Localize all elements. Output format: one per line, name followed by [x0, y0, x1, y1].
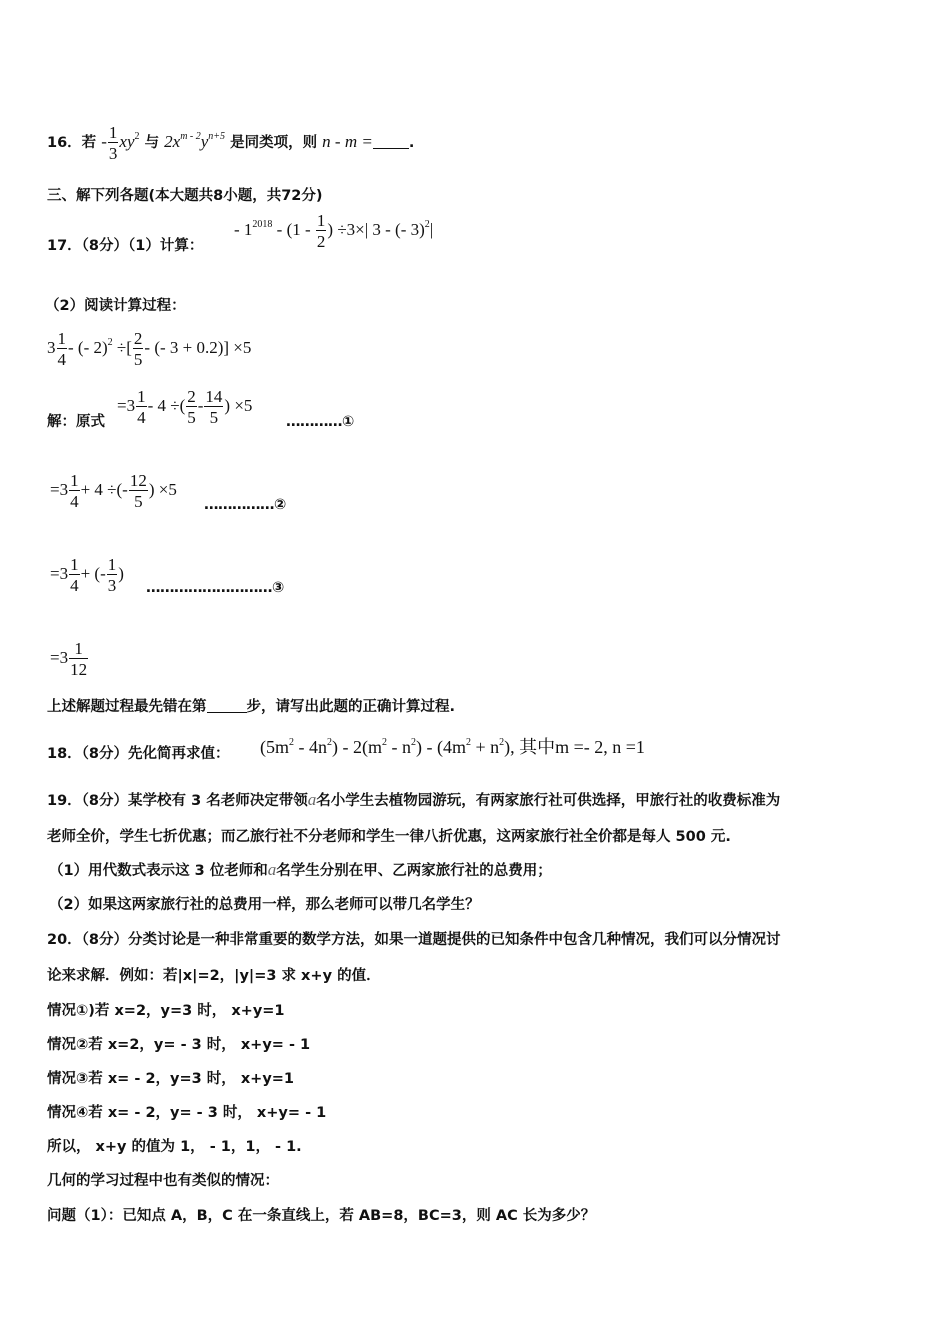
q17-calc: - $1^{2018} - (1$ - $\frac{1}{2}$ ) ÷3×| 3 - (- 3)$^2$| — [234, 211, 434, 251]
q17-step1: =3 $\frac{1}{4}$ - 4 ÷( $\frac{2}{5}$ - $\frac{14}{5}$ ) ×5 — [117, 387, 253, 427]
q17-marker-3: ………………………③ — [146, 580, 284, 596]
q16-and: 与 — [144, 134, 160, 151]
q16-answer-blank[interactable] — [373, 133, 409, 149]
q17-solution-label: 解：原式 — [47, 414, 105, 430]
q16-label: 16．若 — [47, 134, 97, 151]
q20-line1: 20．（8分）分类讨论是一种非常重要的数学方法，如果一道题提供的已知条件中包含几种情况，我们可以分情况讨 — [47, 932, 781, 948]
q17-expression: 3 $\frac{1}{4}$ - (- 2)$^2$ ÷[ $\frac{2}{5}$ - (- 3 + 0.2)] ×5 — [47, 329, 252, 369]
q16-text: 是同类项，则 — [230, 134, 318, 151]
q16-term2: $2x^{m - 2}y^{n+5}$ — [164, 130, 226, 151]
q20-line2: 论来求解．例如：若|x|=2，|y|=3 求 x+y 的值． — [47, 968, 381, 984]
q17-note: 上述解题过程最先错在第 步，请写出此题的正确计算过程. — [47, 699, 456, 715]
q18-label: 18．（8分）先化简再求值： — [47, 746, 230, 762]
q20-result: 所以， x+y 的值为 1， - 1，1， - 1. — [47, 1139, 302, 1155]
q17-half: $\frac{1}{2}$ — [316, 211, 326, 251]
q17-step-blank[interactable] — [207, 697, 247, 713]
q16-term1: - $\frac{1}{3}$ $xy^2$ — [101, 123, 140, 163]
q20-case3: 情况③若 x= - 2，y=3 时， x+y=1 — [47, 1071, 295, 1087]
q20-case1: 情况①)若 x=2，y=3 时， x+y=1 — [47, 1003, 285, 1019]
q19-line1: 19．（8分）某学校有 3 名老师决定带领a名小学生去植物园游玩，有两家旅行社可供选择，甲旅行社的收费标准为 — [47, 790, 781, 809]
q19-line2: 老师全价，学生七折优惠；而乙旅行社不分老师和学生一律八折优惠，这两家旅行社全价都是每人 500 元. — [47, 829, 731, 845]
section3-title: 三、解下列各题(本大题共8小题，共72分) — [47, 188, 323, 204]
q17-label: 17．（8分）（1）计算： — [47, 238, 204, 254]
q17-marker-1: …………① — [286, 414, 354, 430]
q18-expression: $(5m^2 - 4n^2) - 2(m^2 - n^2) - (4m^2 + n^2)$, 其中m =- 2, n =1 — [260, 737, 645, 757]
q17-step2: =3 $\frac{1}{4}$ + 4 ÷(- $\frac{12}{5}$ ) ×5 — [50, 471, 177, 511]
q16-line: 16．若 - $\frac{1}{3}$ $xy^2$ 与 $2x^{m - 2}y^{n+5}$ 是同类项，则 n - m = . — [47, 123, 415, 163]
q19-line4: （2）如果这两家旅行社的总费用一样，那么老师可以带几名学生？ — [49, 897, 480, 913]
q20-geometry-intro: 几何的学习过程中也有类似的情况： — [47, 1173, 279, 1189]
q17-marker-2: ……………② — [204, 497, 286, 513]
q16-expr: n - m = — [322, 131, 373, 151]
q19-line3: （1）用代数式表示这 3 位老师和a名学生分别在甲、乙两家旅行社的总费用； — [49, 860, 552, 879]
q20-case4: 情况④若 x= - 2，y= - 3 时， x+y= - 1 — [47, 1105, 327, 1121]
q16-fraction: $\frac{1}{3}$ — [108, 123, 118, 163]
q20-problem1: 问题（1）：已知点 A，B，C 在一条直线上，若 AB=8，BC=3，则 AC 长为多少？ — [47, 1208, 596, 1224]
q17-step4: =3 $\frac{1}{12}$ — [50, 639, 88, 679]
q17-step3: =3 $\frac{1}{4}$ + (- $\frac{1}{3}$ ) — [50, 555, 124, 595]
q20-case2: 情况②若 x=2，y= - 3 时， x+y= - 1 — [47, 1037, 311, 1053]
q17-part2-label: （2）阅读计算过程： — [45, 298, 186, 314]
